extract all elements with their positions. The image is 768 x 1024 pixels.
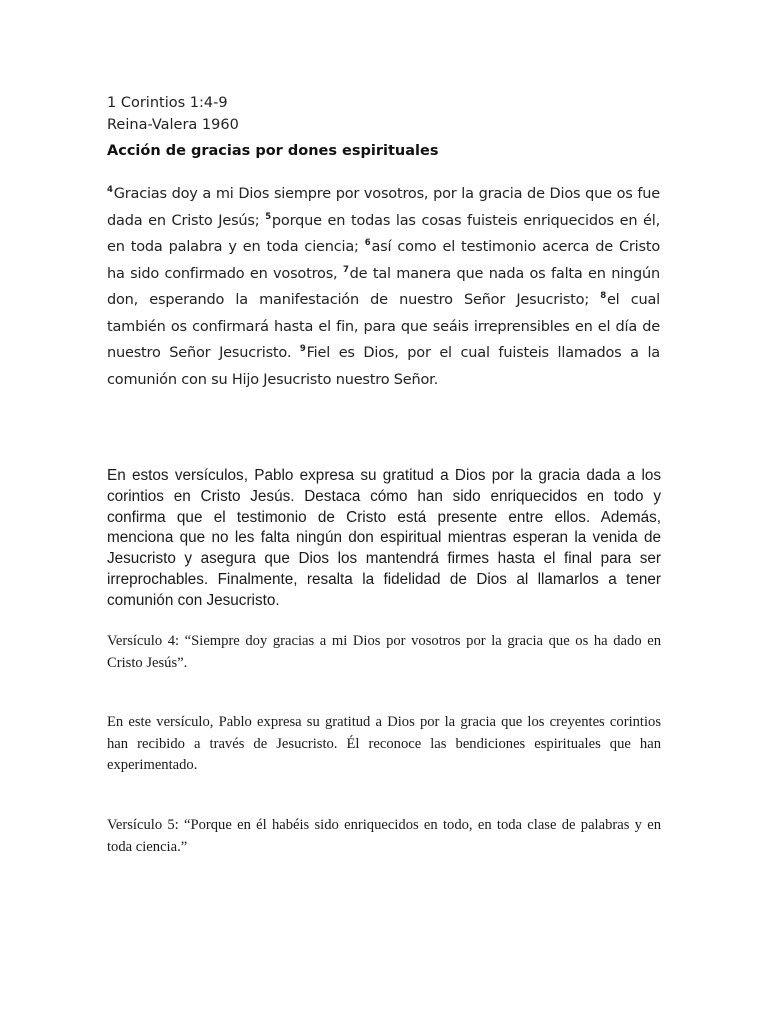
- verse-text: Gracias doy a mi Dios siempre por vosotros, por la gracia de Dios que os fue dada en Cristo Jesús;: [107, 186, 660, 229]
- summary-paragraph: En estos versículos, Pablo expresa su gratitud a Dios por la gracia dada a los corintios en Cristo Jesús. Destaca cómo han sido enriquecidos en todo y confirma que el testimonio de Cristo está presente entre ellos. Además, menciona que no les falta ningún don espiritual mientras esperan la venida de Jesucristo y asegura que Dios los mantendrá firmes hasta el final para ser irreprochables. Finalmente, resalta la fidelidad de Dios al llamarlos a tener comunión con Jesucristo.: [107, 467, 661, 609]
- verse-number: 4: [107, 185, 113, 195]
- verse-5-quote: Versículo 5: “Porque en él habéis sido enriquecidos en todo, en toda clase de palabras y en toda ciencia.”: [107, 817, 661, 855]
- verse-number: 5: [265, 211, 271, 222]
- passage-citation: 1 Corintios 1:4-9: [107, 95, 228, 111]
- verse-number: 9: [299, 344, 306, 354]
- scripture-text: [107, 181, 660, 393]
- verse-text: porque en todas las cosas fuisteis enriquecidos en él, en toda palabra y en toda ciencia;: [107, 212, 661, 255]
- verse-4-commentary: En este versículo, Pablo expresa su gratitud a Dios por la gracia que los creyentes corintios han recibido a través de Jesucristo. Él reconoce las bendiciones espirituales que han experimentado.: [107, 714, 661, 773]
- verse-number: 7: [342, 264, 349, 275]
- verse-text: el cual también os confirmará hasta el fin, para que seáis irreprensibles en el día de nuestro Señor Jesucristo.: [107, 292, 660, 361]
- verse-number: 6: [364, 238, 371, 248]
- verse-text: así como el testimonio acerca de Cristo ha sido confirmado en vosotros,: [107, 239, 660, 282]
- passage-reference: [107, 92, 239, 136]
- verse-text: Fiel es Dios, por el cual fuisteis llamados a la comunión con su Hijo Jesucristo nuestro Señor.: [107, 345, 660, 388]
- bible-version: Reina-Valera 1960: [107, 117, 239, 133]
- section-heading: Acción de gracias por dones espirituales: [107, 143, 439, 159]
- verse-text: de tal manera que nada os falta en ningún don, esperando la manifestación de nuestro Señor Jesucristo;: [107, 265, 660, 308]
- verse-number: 8: [600, 291, 606, 301]
- verse-4-quote: Versículo 4: “Siempre doy gracias a mi Dios por vosotros por la gracia que os ha dado en Cristo Jesús”.: [107, 633, 661, 671]
